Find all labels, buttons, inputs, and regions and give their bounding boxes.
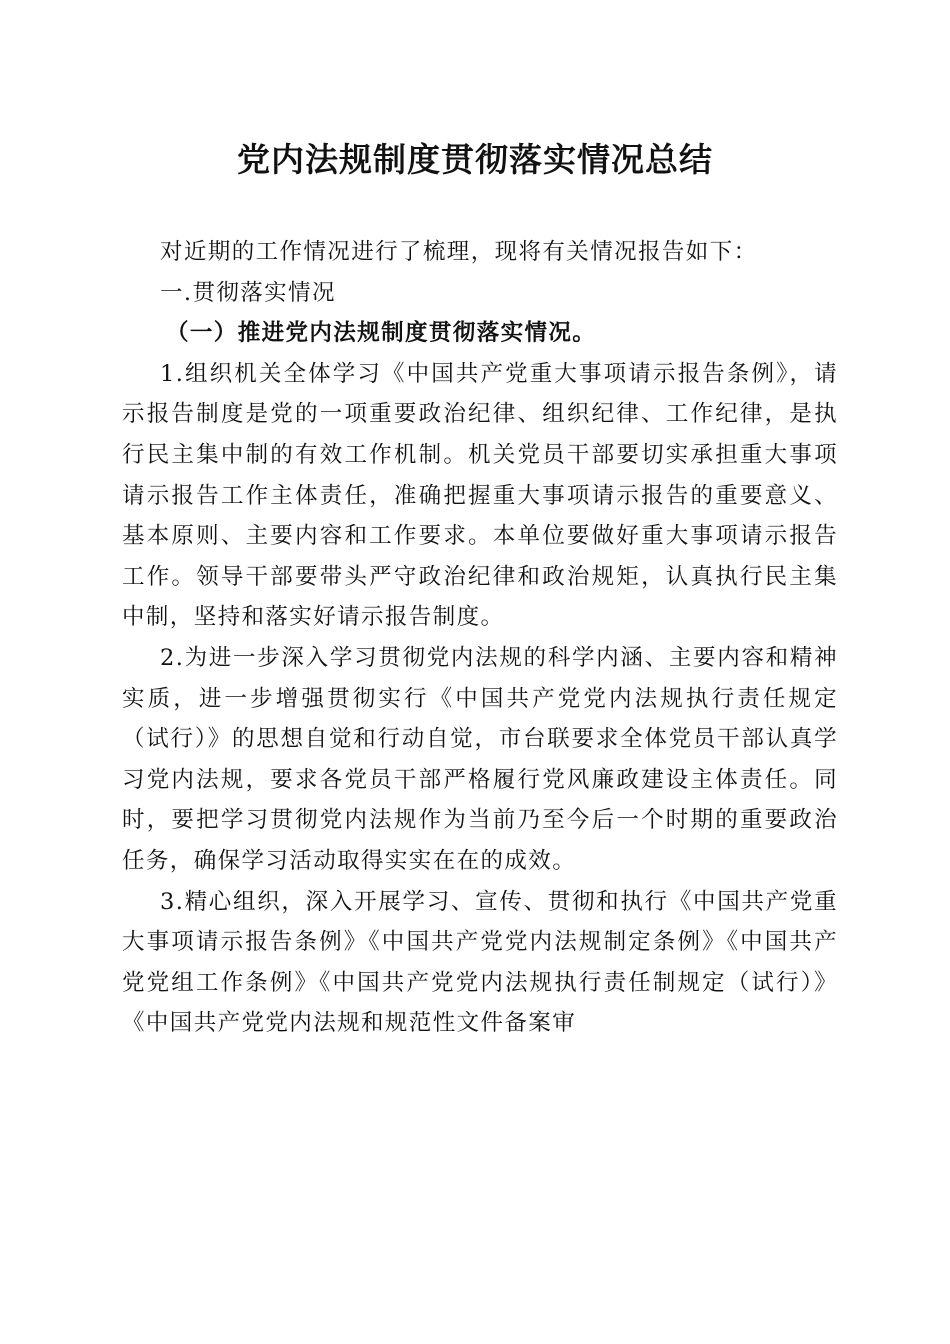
item-paragraph-1: 1.组织机关全体学习《中国共产党重大事项请示报告条例》，请示报告制度是党的一项重要政治纪律、组织纪律、工作纪律，是执行民主集中制的有效工作机制。机关党员干部要切实承担重大事项请示报告工作主体责任，准确把握重大事项请示报告的重要意义、基本原则、主要内容和工作要求。本单位要做好重大事项请示报告工作。领导干部要带头严守政治纪律和政治规矩，认真执行民主集中制，坚持和落实好请示报告制度。 (122, 360, 838, 631)
item-paragraph-2: 2.为进一步深入学习贯彻党内法规的科学内涵、主要内容和精神实质，进一步增强贯彻实行《中国共产党党内法规执行责任规定（试行）》的思想自觉和行动自觉，市台联要求全体党员干部认真学习党内法规，要求各党员干部严格履行党风廉政建设主体责任。同时，要把学习贯彻党内法规作为当前乃至今后一个时期的重要政治任务，确保学习活动取得实实在在的成效。 (122, 644, 838, 874)
section-heading: 一.贯彻落实情况 (160, 279, 336, 306)
document-title: 党内法规制度贯彻落实情况总结 (237, 140, 713, 179)
intro-paragraph: 对近期的工作情况进行了梳理，现将有关情况报告如下： (160, 239, 758, 265)
subsection-heading: （一）推进党内法规制度贯彻落实情况。 (166, 320, 597, 347)
item-paragraph-3: 3.精心组织，深入开展学习、宣传、贯彻和执行《中国共产党重大事项请示报告条例》《中国共产党党内法规制定条例》《中国共产党党组工作条例》《中国共产党党内法规执行责任制规定（试行）》《中国共产党党内法规和规范性文件备案审 (122, 888, 838, 1037)
document-body (122, 232, 838, 1044)
